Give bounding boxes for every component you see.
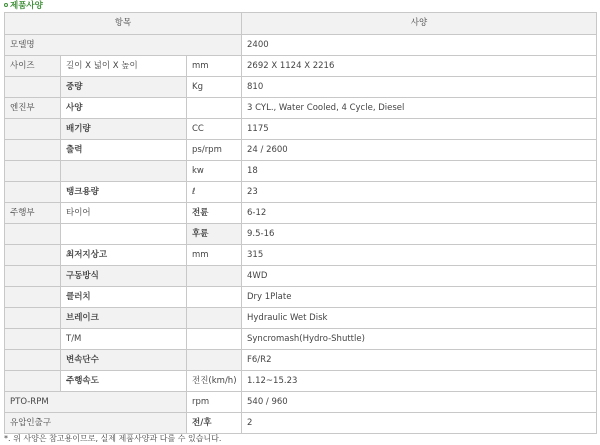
row-unit-empty <box>187 98 242 119</box>
row-value: 23 <box>242 182 597 203</box>
table-row-pto <box>5 392 597 413</box>
row-label: 배기량 <box>61 119 187 140</box>
group-cell-empty <box>5 308 61 329</box>
group-cell-empty <box>5 245 61 266</box>
group-cell-empty <box>5 350 61 371</box>
row-value: 9.5-16 <box>242 224 597 245</box>
row-value: F6/R2 <box>242 350 597 371</box>
table-row-displacement <box>5 119 597 140</box>
group-cell-empty <box>5 140 61 161</box>
row-label-empty <box>61 224 187 245</box>
row-value: 2400 <box>242 35 597 56</box>
row-value: 2 <box>242 413 597 434</box>
group-label: 엔진부 <box>5 98 61 119</box>
row-label-empty <box>61 161 187 182</box>
row-value: 2692 X 1124 X 2216 <box>242 56 597 77</box>
row-value: 18 <box>242 161 597 182</box>
row-value: Syncromash(Hydro-Shuttle) <box>242 329 597 350</box>
row-label: 브레이크 <box>61 308 187 329</box>
table-row-clutch <box>5 287 597 308</box>
table-row-clearance <box>5 245 597 266</box>
table-header-row <box>5 13 597 35</box>
row-unit: 전륜 <box>187 203 242 224</box>
group-cell-empty <box>5 287 61 308</box>
row-unit: CC <box>187 119 242 140</box>
row-label: 모델명 <box>5 35 242 56</box>
disclaimer-note: *. 위 사양은 참고용이므로, 실제 제품사양과 다를 수 있습니다. <box>4 434 222 443</box>
row-value: 540 / 960 <box>242 392 597 413</box>
row-unit: Kg <box>187 77 242 98</box>
group-cell-empty <box>5 161 61 182</box>
group-cell-empty <box>5 182 61 203</box>
row-label: 탱크용량 <box>61 182 187 203</box>
table-row-weight <box>5 77 597 98</box>
row-label: T/M <box>61 329 187 350</box>
row-value: 6-12 <box>242 203 597 224</box>
row-value: 1.12~15.23 <box>242 371 597 392</box>
row-unit: mm <box>187 56 242 77</box>
row-label: 유압인출구 <box>5 413 187 434</box>
header-item: 항목 <box>5 13 242 35</box>
group-cell-empty <box>5 224 61 245</box>
table-row-output <box>5 140 597 161</box>
row-label: 길이 X 넓이 X 높이 <box>61 56 187 77</box>
row-value: 4WD <box>242 266 597 287</box>
row-label: 출력 <box>61 140 187 161</box>
row-unit: 후륜 <box>187 224 242 245</box>
row-value: Hydraulic Wet Disk <box>242 308 597 329</box>
row-unit: 전/후 <box>187 413 242 434</box>
row-value: 3 CYL., Water Cooled, 4 Cycle, Diesel <box>242 98 597 119</box>
spec-table <box>4 12 597 434</box>
row-label: 타이어 <box>61 203 187 224</box>
row-unit: mm <box>187 245 242 266</box>
row-unit: ℓ <box>187 182 242 203</box>
row-value: Dry 1Plate <box>242 287 597 308</box>
table-row-tank <box>5 182 597 203</box>
row-unit-empty <box>187 287 242 308</box>
section-title-text: 제품사양 <box>10 1 43 11</box>
group-cell-empty <box>5 371 61 392</box>
header-spec: 사양 <box>242 13 597 35</box>
row-value: 24 / 2600 <box>242 140 597 161</box>
row-label: 변속단수 <box>61 350 187 371</box>
row-label: 주행속도 <box>61 371 187 392</box>
row-value: 810 <box>242 77 597 98</box>
row-value: 315 <box>242 245 597 266</box>
group-cell-empty <box>5 329 61 350</box>
section-title <box>4 1 43 12</box>
row-label: 중량 <box>61 77 187 98</box>
table-row-size <box>5 56 597 77</box>
table-row-speed <box>5 371 597 392</box>
table-row-drive <box>5 266 597 287</box>
row-unit-empty <box>187 266 242 287</box>
row-label: PTO-RPM <box>5 392 187 413</box>
row-unit: ps/rpm <box>187 140 242 161</box>
row-unit: kw <box>187 161 242 182</box>
group-label: 사이즈 <box>5 56 61 77</box>
row-unit-empty <box>187 308 242 329</box>
row-label: 구동방식 <box>61 266 187 287</box>
row-label: 사양 <box>61 98 187 119</box>
row-label: 최저지상고 <box>61 245 187 266</box>
row-unit-empty <box>187 329 242 350</box>
table-row-tire-rear <box>5 224 597 245</box>
table-row-hydraulic <box>5 413 597 434</box>
group-label: 주행부 <box>5 203 61 224</box>
row-value: 1175 <box>242 119 597 140</box>
table-row-tire-front <box>5 203 597 224</box>
table-row-brake <box>5 308 597 329</box>
table-row-model <box>5 35 597 56</box>
row-label: 클러치 <box>61 287 187 308</box>
group-cell-empty <box>5 119 61 140</box>
row-unit: 전진(km/h) <box>187 371 242 392</box>
row-unit-empty <box>187 350 242 371</box>
group-cell-empty <box>5 266 61 287</box>
table-row-output-kw <box>5 161 597 182</box>
table-row-engine <box>5 98 597 119</box>
table-row-tm <box>5 329 597 350</box>
circle-bullet-icon <box>4 3 8 7</box>
group-cell-empty <box>5 77 61 98</box>
table-row-gears <box>5 350 597 371</box>
row-unit: rpm <box>187 392 242 413</box>
